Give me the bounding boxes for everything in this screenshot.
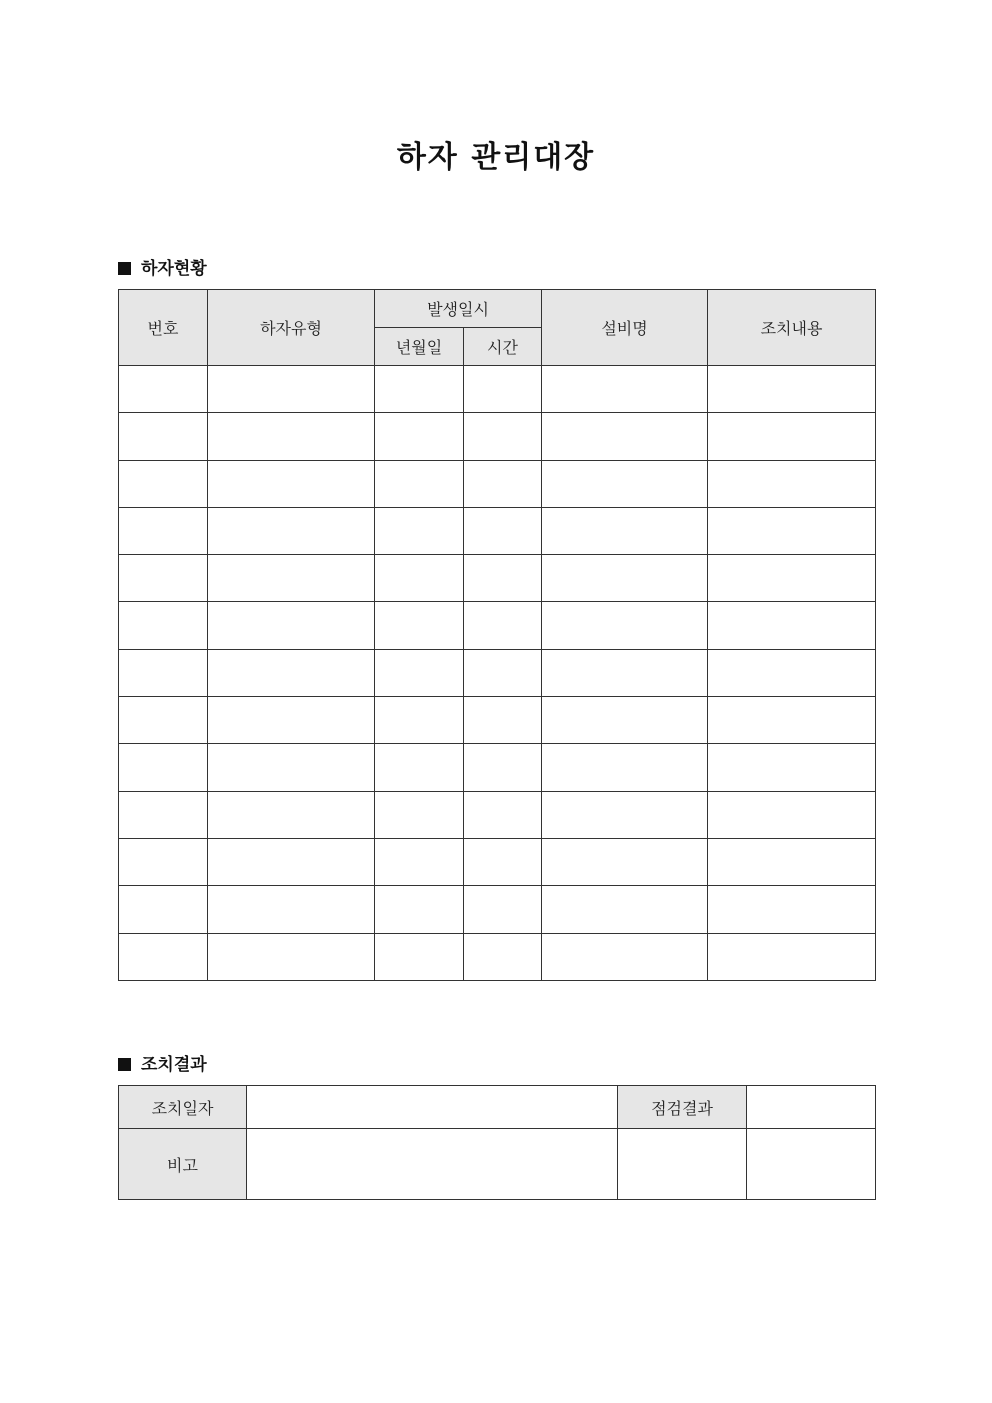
cell-defect-type[interactable] — [208, 744, 375, 791]
cell-action[interactable] — [708, 602, 876, 649]
square-bullet-icon — [118, 1058, 131, 1071]
cell-defect-type[interactable] — [208, 838, 375, 885]
cell-action[interactable] — [708, 886, 876, 933]
square-bullet-icon — [118, 262, 131, 275]
header-date: 년월일 — [375, 328, 464, 366]
cell-number[interactable] — [119, 507, 208, 554]
header-equipment: 설비명 — [542, 290, 708, 366]
cell-date[interactable] — [375, 366, 464, 413]
cell-equipment[interactable] — [542, 413, 708, 460]
cell-number[interactable] — [119, 791, 208, 838]
cell-date[interactable] — [375, 838, 464, 885]
table-row — [119, 791, 876, 838]
cell-action[interactable] — [708, 649, 876, 696]
cell-number[interactable] — [119, 744, 208, 791]
cell-action[interactable] — [708, 791, 876, 838]
cell-number[interactable] — [119, 555, 208, 602]
table-row — [119, 555, 876, 602]
cell-time[interactable] — [464, 507, 542, 554]
cell-action[interactable] — [708, 555, 876, 602]
remarks-extra-cell[interactable] — [618, 1129, 747, 1200]
table-row — [119, 697, 876, 744]
cell-equipment[interactable] — [542, 886, 708, 933]
cell-action[interactable] — [708, 460, 876, 507]
action-date-field[interactable] — [247, 1086, 618, 1129]
inspection-result-label: 점검결과 — [618, 1086, 747, 1129]
cell-equipment[interactable] — [542, 744, 708, 791]
cell-date[interactable] — [375, 507, 464, 554]
cell-action[interactable] — [708, 838, 876, 885]
cell-equipment[interactable] — [542, 602, 708, 649]
cell-defect-type[interactable] — [208, 413, 375, 460]
section-heading-status-label: 하자현황 — [141, 259, 207, 279]
table-row — [119, 460, 876, 507]
cell-equipment[interactable] — [542, 933, 708, 980]
remarks-extra-cell[interactable] — [747, 1129, 876, 1200]
cell-equipment[interactable] — [542, 460, 708, 507]
cell-action[interactable] — [708, 933, 876, 980]
table-row — [119, 602, 876, 649]
cell-defect-type[interactable] — [208, 791, 375, 838]
cell-equipment[interactable] — [542, 507, 708, 554]
cell-number[interactable] — [119, 697, 208, 744]
defect-status-table — [118, 289, 876, 981]
cell-defect-type[interactable] — [208, 602, 375, 649]
cell-number[interactable] — [119, 366, 208, 413]
cell-defect-type[interactable] — [208, 933, 375, 980]
cell-number[interactable] — [119, 602, 208, 649]
table-row — [119, 744, 876, 791]
remarks-field[interactable] — [247, 1129, 618, 1200]
cell-equipment[interactable] — [542, 791, 708, 838]
cell-date[interactable] — [375, 791, 464, 838]
cell-date[interactable] — [375, 413, 464, 460]
section-heading-result — [118, 1050, 207, 1075]
cell-time[interactable] — [464, 933, 542, 980]
cell-action[interactable] — [708, 697, 876, 744]
remarks-label: 비고 — [119, 1129, 247, 1200]
cell-defect-type[interactable] — [208, 555, 375, 602]
cell-date[interactable] — [375, 602, 464, 649]
cell-time[interactable] — [464, 838, 542, 885]
cell-time[interactable] — [464, 697, 542, 744]
table-row — [119, 886, 876, 933]
action-result-table — [118, 1085, 876, 1200]
cell-defect-type[interactable] — [208, 460, 375, 507]
cell-action[interactable] — [708, 744, 876, 791]
cell-defect-type[interactable] — [208, 366, 375, 413]
cell-number[interactable] — [119, 933, 208, 980]
table-row — [119, 507, 876, 554]
cell-defect-type[interactable] — [208, 649, 375, 696]
document-title: 하자 관리대장 — [396, 140, 596, 175]
cell-date[interactable] — [375, 886, 464, 933]
cell-time[interactable] — [464, 460, 542, 507]
cell-number[interactable] — [119, 838, 208, 885]
table-row — [119, 933, 876, 980]
cell-date[interactable] — [375, 933, 464, 980]
header-time: 시간 — [464, 328, 542, 366]
cell-date[interactable] — [375, 460, 464, 507]
header-number: 번호 — [119, 290, 208, 366]
section-heading-status — [118, 254, 207, 279]
cell-time[interactable] — [464, 555, 542, 602]
cell-defect-type[interactable] — [208, 507, 375, 554]
cell-date[interactable] — [375, 744, 464, 791]
cell-equipment[interactable] — [542, 555, 708, 602]
cell-time[interactable] — [464, 886, 542, 933]
section-heading-result-label: 조치결과 — [141, 1055, 207, 1075]
cell-time[interactable] — [464, 413, 542, 460]
header-occurrence: 발생일시 — [375, 290, 542, 328]
table-row — [119, 838, 876, 885]
cell-defect-type[interactable] — [208, 697, 375, 744]
table-row — [119, 413, 876, 460]
cell-date[interactable] — [375, 697, 464, 744]
cell-equipment[interactable] — [542, 838, 708, 885]
cell-number[interactable] — [119, 413, 208, 460]
action-date-label: 조치일자 — [119, 1086, 247, 1129]
cell-action[interactable] — [708, 507, 876, 554]
cell-time[interactable] — [464, 649, 542, 696]
cell-time[interactable] — [464, 744, 542, 791]
cell-defect-type[interactable] — [208, 886, 375, 933]
inspection-result-field[interactable] — [747, 1086, 876, 1129]
cell-number[interactable] — [119, 649, 208, 696]
cell-action[interactable] — [708, 366, 876, 413]
cell-time[interactable] — [464, 791, 542, 838]
table-row — [119, 649, 876, 696]
cell-number[interactable] — [119, 886, 208, 933]
cell-action[interactable] — [708, 413, 876, 460]
cell-equipment[interactable] — [542, 366, 708, 413]
header-defect-type: 하자유형 — [208, 290, 375, 366]
cell-equipment[interactable] — [542, 649, 708, 696]
table-row — [119, 366, 876, 413]
cell-equipment[interactable] — [542, 697, 708, 744]
cell-number[interactable] — [119, 460, 208, 507]
cell-time[interactable] — [464, 366, 542, 413]
cell-time[interactable] — [464, 602, 542, 649]
cell-date[interactable] — [375, 555, 464, 602]
header-action: 조치내용 — [708, 290, 876, 366]
cell-date[interactable] — [375, 649, 464, 696]
